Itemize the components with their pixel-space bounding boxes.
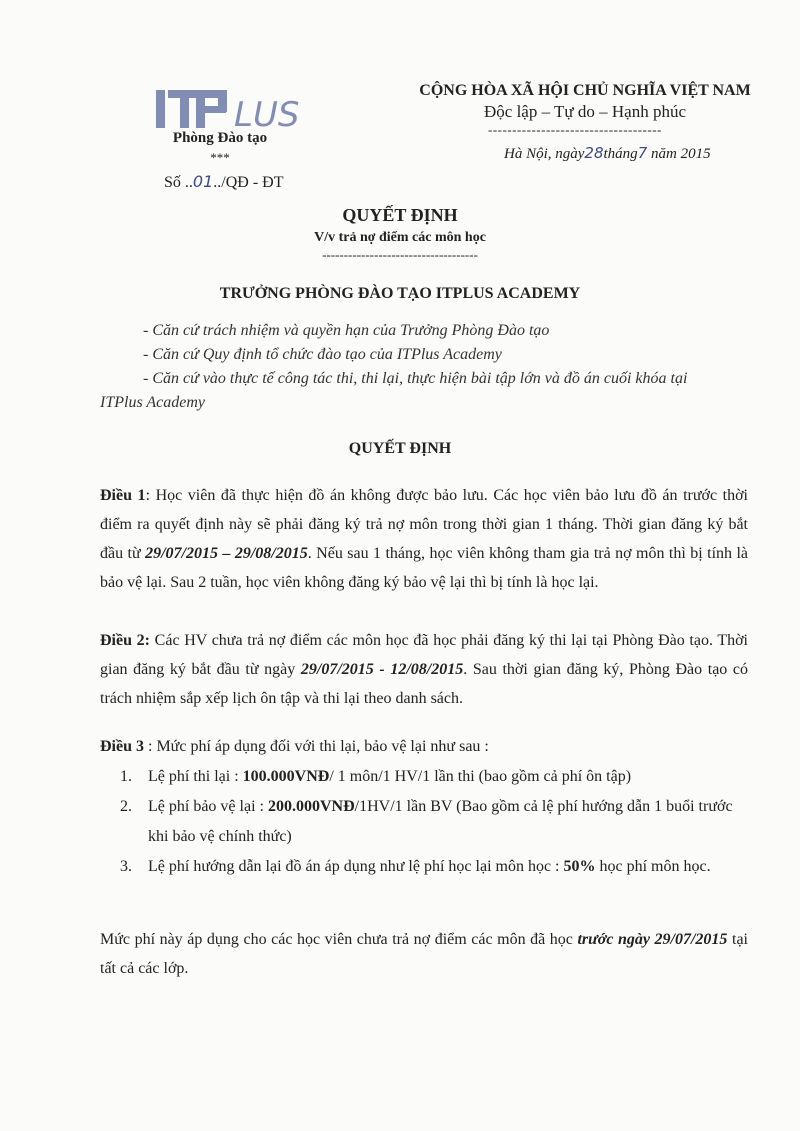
fee-item: 3. Lệ phí hướng dẫn lại đồ án áp dụng như lệ phí học lại môn học : 50% học phí môn học. [120, 858, 711, 875]
article-1-label: Điều 1 [100, 487, 146, 504]
article-2-date-range: 29/07/2015 - 12/08/2015 [300, 661, 464, 678]
closing-paragraph: Mức phí này áp dụng cho các học viên chưa trả nợ điểm các môn đã học trước ngày 29/07/2015 tại tất cả các lớp. [100, 931, 748, 977]
header-divider: ------------------------------------ [488, 122, 662, 137]
department-name: Phòng Đào tạo [172, 130, 268, 146]
fee-item: 1. Lệ phí thi lại : 100.000VNĐ/ 1 môn/1 HV/1 lần thi (bao gồm cả phí ôn tập) [120, 768, 632, 785]
document-number: Số ..01../QĐ - ĐT [164, 172, 284, 191]
article-1: Điều 1: Học viên đã thực hiện đồ án không được bảo lưu. Các học viên bảo lưu đồ án trước thời điểm ra quyết định này sẽ phải đăng ký trả nợ môn trong thời gian 1 tháng. Thời gian đăng ký bắt đầu từ 29/07/2015 – 29/08/2015. Nếu sau 1 tháng, học viên không tham gia trả nợ môn thì bị tính là bảo vệ lại. Sau 2 tuần, học viên không đăng ký bảo vệ lại thì bị tính là học lại. [100, 487, 748, 591]
article-1-date-range: 29/07/2015 – 29/08/2015 [145, 545, 308, 562]
basis-line-2: - Căn cứ Quy định tổ chức đào tạo của ITPlus Academy [143, 346, 502, 363]
nation-title: CỘNG HÒA XÃ HỘI CHỦ NGHĨA VIỆT NAM [419, 82, 751, 99]
article-3: Điều 3 : Mức phí áp dụng đối với thi lại, bảo vệ lại như sau : [100, 738, 489, 755]
article-2-label: Điều 2: [100, 632, 150, 649]
basis-line-4: ITPlus Academy [100, 394, 206, 411]
itplus-logo [150, 84, 322, 134]
handwritten-number: 01 [192, 172, 214, 191]
svg-text:LUS: LUS [234, 95, 300, 134]
title-divider: ------------------------------------ [322, 247, 478, 262]
document-date: Hà Nội, ngày28tháng7 năm 2015 [504, 144, 711, 162]
separator-stars: *** [210, 150, 230, 165]
decision-heading: QUYẾT ĐỊNH [348, 440, 452, 457]
fee-item: 2. Lệ phí bảo vệ lại : 200.000VNĐ/1HV/1 lần BV (Bao gồm cả lệ phí hướng dẫn 1 buổi trước khi bảo vệ chính thức) [120, 798, 733, 845]
nation-motto: Độc lập – Tự do – Hạnh phúc [484, 102, 686, 121]
article-3-label: Điều 3 [100, 738, 144, 755]
basis-line-1: - Căn cứ trách nhiệm và quyền hạn của Trưởng Phòng Đào tạo [143, 322, 550, 339]
article-2: Điều 2: Các HV chưa trả nợ điểm các môn học đã học phải đăng ký thi lại tại Phòng Đào tạo. Thời gian đăng ký bắt đầu từ ngày 29/07/2015 - 12/08/2015. Sau thời gian đăng ký, Phòng Đào tạo có trách nhiệm sắp xếp lịch ôn tập và thi lại theo danh sách. [100, 632, 749, 707]
handwritten-month: 7 [637, 144, 648, 162]
fee-list [120, 762, 748, 882]
basis-line-3: - Căn cứ vào thực tế công tác thi, thi lại, thực hiện bài tập lớn và đồ án cuối khóa tại [143, 370, 688, 387]
issuer-title: TRƯỞNG PHÒNG ĐÀO TẠO ITPLUS ACADEMY [219, 285, 581, 302]
handwritten-day: 28 [584, 144, 604, 162]
decision-subject: V/v trả nợ điểm các môn học [314, 230, 486, 245]
decision-title: QUYẾT ĐỊNH [342, 205, 458, 225]
closing-date: trước ngày 29/07/2015 [577, 931, 728, 948]
